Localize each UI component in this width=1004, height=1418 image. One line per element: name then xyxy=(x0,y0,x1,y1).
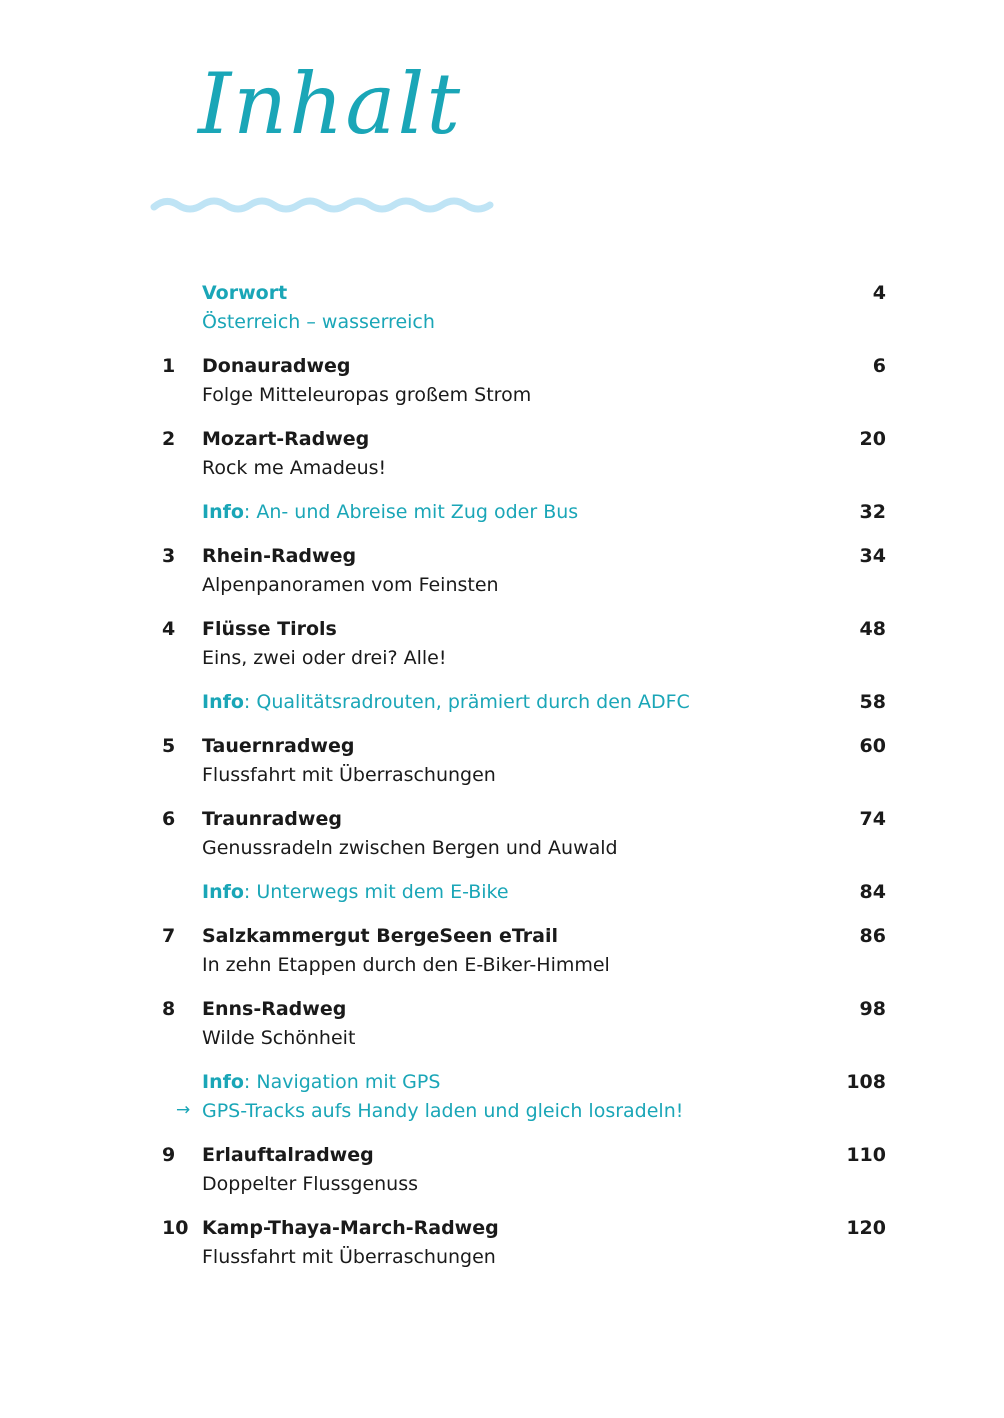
toc-entry-vorwort[interactable] xyxy=(0,280,1004,353)
info-text: : Navigation mit GPS xyxy=(243,1071,441,1093)
entry-page: 98 xyxy=(859,998,886,1020)
entry-page: 32 xyxy=(859,501,886,523)
toc-entry-10[interactable] xyxy=(0,1215,1004,1288)
info-line xyxy=(202,501,578,523)
entry-subtitle: Wilde Schönheit xyxy=(202,1027,356,1049)
toc-entry-2[interactable] xyxy=(0,426,1004,499)
toc-entry-6[interactable] xyxy=(0,806,1004,879)
entry-subtitle: Doppelter Flussgenuss xyxy=(202,1173,419,1195)
entry-number: 4 xyxy=(162,618,176,640)
entry-subtitle: Eins, zwei oder drei? Alle! xyxy=(202,647,447,669)
toc-entry-3[interactable] xyxy=(0,543,1004,616)
entry-page: 58 xyxy=(859,691,886,713)
info-label: Info xyxy=(202,691,244,713)
entry-number: 6 xyxy=(162,808,176,830)
toc-entry-8[interactable] xyxy=(0,996,1004,1069)
entry-subtitle: Genussradeln zwischen Bergen und Auwald xyxy=(202,837,618,859)
entry-number: 1 xyxy=(162,355,176,377)
toc-entry-1[interactable] xyxy=(0,353,1004,426)
wave-decoration xyxy=(150,193,502,217)
entry-subtitle: Alpenpanoramen vom Feinsten xyxy=(202,574,499,596)
info-label: Info xyxy=(202,1071,244,1093)
entry-number: 10 xyxy=(162,1217,189,1239)
entry-page: 120 xyxy=(846,1217,886,1239)
entry-title: Salzkammergut BergeSeen eTrail xyxy=(202,925,559,947)
entry-title: Tauernradweg xyxy=(202,735,355,757)
entry-subtitle: In zehn Etappen durch den E-Biker-Himmel xyxy=(202,954,610,976)
toc-info-3[interactable] xyxy=(0,879,1004,923)
entry-number: 5 xyxy=(162,735,176,757)
page-title: Inhalt xyxy=(198,55,463,153)
toc-entry-5[interactable] xyxy=(0,733,1004,806)
entry-title: Vorwort xyxy=(202,282,288,304)
info-text: : Unterwegs mit dem E-Bike xyxy=(243,881,509,903)
entry-title: Traunradweg xyxy=(202,808,342,830)
info-label: Info xyxy=(202,881,244,903)
entry-number: 2 xyxy=(162,428,176,450)
info-subtitle: GPS-Tracks aufs Handy laden und gleich losradeln! xyxy=(202,1100,684,1122)
info-line xyxy=(202,1071,440,1093)
entry-title: Flüsse Tirols xyxy=(202,618,337,640)
entry-page: 20 xyxy=(859,428,886,450)
entry-subtitle: Flussfahrt mit Überraschungen xyxy=(202,1246,496,1268)
toc-info-1[interactable] xyxy=(0,499,1004,543)
entry-subtitle: Rock me Amadeus! xyxy=(202,457,387,479)
entry-title: Erlauftalradweg xyxy=(202,1144,374,1166)
entry-subtitle: Flussfahrt mit Überraschungen xyxy=(202,764,496,786)
entry-page: 6 xyxy=(872,355,886,377)
entry-page: 110 xyxy=(846,1144,886,1166)
entry-number: 8 xyxy=(162,998,176,1020)
entry-title: Donauradweg xyxy=(202,355,351,377)
entry-subtitle: Österreich – wasserreich xyxy=(202,311,435,333)
entry-title: Rhein-Radweg xyxy=(202,545,357,567)
entry-number: 7 xyxy=(162,925,176,947)
info-text: : Qualitätsradrouten, prämiert durch den ADFC xyxy=(243,691,690,713)
entry-page: 4 xyxy=(872,282,886,304)
entry-number: 3 xyxy=(162,545,176,567)
entry-page: 74 xyxy=(859,808,886,830)
info-line xyxy=(202,881,509,903)
entry-page: 108 xyxy=(846,1071,886,1093)
toc-entry-9[interactable] xyxy=(0,1142,1004,1215)
arrow-right-icon: → xyxy=(176,1100,191,1120)
toc-entry-4[interactable] xyxy=(0,616,1004,689)
info-text: : An- und Abreise mit Zug oder Bus xyxy=(243,501,579,523)
entry-page: 86 xyxy=(859,925,886,947)
entry-number: 9 xyxy=(162,1144,176,1166)
entry-title: Mozart-Radweg xyxy=(202,428,370,450)
entry-title: Kamp-Thaya-March-Radweg xyxy=(202,1217,499,1239)
entry-page: 60 xyxy=(859,735,886,757)
toc-info-2[interactable] xyxy=(0,689,1004,733)
info-line xyxy=(202,691,690,713)
entry-page: 48 xyxy=(859,618,886,640)
entry-page: 34 xyxy=(859,545,886,567)
entry-title: Enns-Radweg xyxy=(202,998,347,1020)
toc-entry-7[interactable] xyxy=(0,923,1004,996)
table-of-contents xyxy=(0,280,1004,1288)
entry-subtitle: Folge Mitteleuropas großem Strom xyxy=(202,384,532,406)
info-label: Info xyxy=(202,501,244,523)
toc-info-4[interactable] xyxy=(0,1069,1004,1142)
entry-page: 84 xyxy=(859,881,886,903)
